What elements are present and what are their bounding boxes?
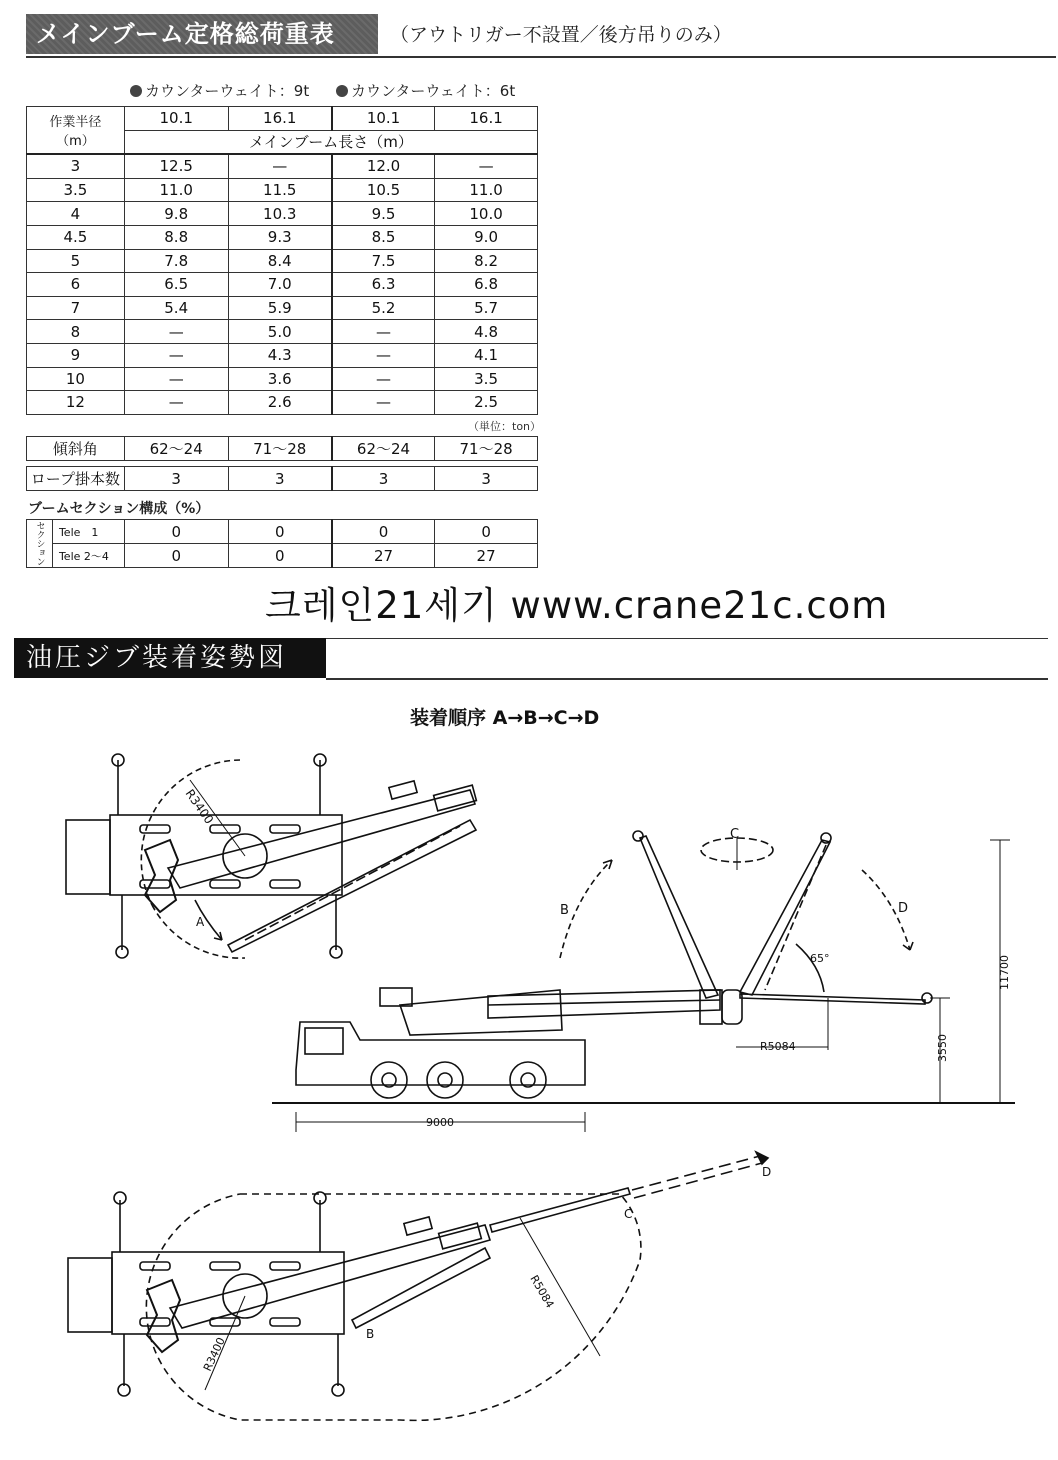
jib-position-b [640, 836, 718, 998]
angle-table [26, 436, 538, 461]
jib-diagrams [0, 730, 1058, 1460]
jib-position-d-bottom [632, 1156, 760, 1190]
label-11700: 11700 [998, 955, 1011, 990]
section2-rule-bottom [326, 678, 1048, 680]
load-value-cell: — [228, 154, 332, 178]
unit-note: （単位：ton） [468, 420, 542, 433]
load-value-cell: 6.8 [435, 273, 538, 297]
load-value-cell: — [124, 391, 228, 415]
rope-value: 3 [332, 467, 435, 491]
load-value-cell: 2.5 [435, 391, 538, 415]
load-value-cell: 11.0 [435, 178, 538, 202]
load-value-cell: 8.8 [124, 225, 228, 249]
load-value-cell: 9.8 [124, 202, 228, 226]
swing-envelope [146, 1194, 641, 1420]
install-sequence: 装着順序 A→B→C→D [410, 707, 600, 729]
load-value-cell: 9.5 [332, 202, 435, 226]
label-r5084-side: R5084 [760, 1040, 796, 1053]
cab-block [66, 820, 110, 894]
load-value-cell: 8.2 [435, 249, 538, 273]
legend-cw6: カウンターウェイト：6t [336, 80, 515, 101]
section-value: 0 [124, 520, 228, 544]
legend-cw9: カウンターウェイト：9t [130, 80, 309, 101]
section-title: メインブーム定格総荷重表 [26, 14, 378, 54]
jib-extended [740, 994, 925, 1004]
load-value-cell: 5.7 [435, 296, 538, 320]
rope-value: 3 [435, 467, 538, 491]
section-value: 27 [435, 544, 538, 568]
section-value: 0 [228, 520, 332, 544]
load-value-cell: — [332, 367, 435, 391]
load-value-cell: 5.2 [332, 296, 435, 320]
table-row [27, 273, 538, 297]
load-value-cell: 5.0 [228, 320, 332, 344]
legend-dot-icon [336, 85, 348, 97]
operator-cab [380, 988, 412, 1006]
label-c-bottom: C [624, 1207, 633, 1221]
angle-label: 傾斜角 [27, 437, 125, 461]
load-value-cell: 4.3 [228, 343, 332, 367]
section-subtitle: （アウトリガー不設置／後方吊りのみ） [390, 24, 732, 46]
load-value-cell: — [435, 154, 538, 178]
radius-cell: 3 [27, 154, 125, 178]
carrier-frame [110, 815, 342, 895]
radius-cell: 7 [27, 296, 125, 320]
label-d: D [898, 901, 909, 916]
section-side-label: セクション [27, 520, 53, 568]
load-value-cell: — [124, 343, 228, 367]
load-value-cell: — [332, 343, 435, 367]
load-value-cell: 12.5 [124, 154, 228, 178]
load-value-cell: 7.8 [124, 249, 228, 273]
load-value-cell: 9.0 [435, 225, 538, 249]
table-row [27, 154, 538, 178]
load-value-cell: 12.0 [332, 154, 435, 178]
wheel-icon [371, 1062, 407, 1098]
load-value-cell: 8.5 [332, 225, 435, 249]
main-boom-bottom [170, 1225, 490, 1328]
angle-value: 62〜24 [124, 437, 228, 461]
table-row [27, 391, 538, 415]
table-row [27, 320, 538, 344]
jib-position-d [740, 840, 830, 995]
load-value-cell: 3.6 [228, 367, 332, 391]
rope-value: 3 [124, 467, 228, 491]
radius-cell: 8 [27, 320, 125, 344]
plan-view-bottom [68, 1152, 768, 1420]
radius-cell: 10 [27, 367, 125, 391]
load-value-cell: — [124, 320, 228, 344]
cab-window [305, 1028, 343, 1054]
label-b: B [560, 903, 569, 918]
section-value: 0 [124, 544, 228, 568]
label-3550: 3550 [936, 1034, 949, 1062]
radius-cell: 5 [27, 249, 125, 273]
radius-cell: 3.5 [27, 178, 125, 202]
main-boom [168, 790, 475, 888]
load-value-cell: 5.4 [124, 296, 228, 320]
rope-label: ロープ掛本数 [27, 467, 125, 491]
label-d-bottom: D [762, 1165, 772, 1179]
cab-block-bottom [68, 1258, 112, 1332]
plan-view-top [66, 754, 476, 958]
rope-value: 3 [228, 467, 332, 491]
watermark-text: 크레인21세기 www.crane21c.com [265, 584, 889, 627]
label-a: A [196, 915, 205, 929]
boom-section-title: ブームセクション構成（%） [28, 501, 210, 517]
boom-length-label: メインブーム長さ（m） [124, 130, 537, 154]
legend-dot-icon [130, 85, 142, 97]
load-table [26, 106, 538, 415]
table-row [27, 343, 538, 367]
load-value-cell: 4.8 [435, 320, 538, 344]
table-row [27, 225, 538, 249]
label-b-bottom: B [366, 1327, 375, 1341]
radius-cell: 9 [27, 343, 125, 367]
load-value-cell: 2.6 [228, 391, 332, 415]
section-value: 0 [435, 520, 538, 544]
load-value-cell: 10.3 [228, 202, 332, 226]
label-angle: 65° [810, 952, 830, 965]
load-value-cell: — [332, 391, 435, 415]
load-value-cell: 7.0 [228, 273, 332, 297]
table-row [27, 296, 538, 320]
boom-length-cell: 10.1 [332, 107, 435, 131]
boom-length-cell: 10.1 [124, 107, 228, 131]
boom-length-cell: 16.1 [435, 107, 538, 131]
label-r3400-bottom: R3400 [200, 1335, 228, 1374]
tele1-label: Tele 1 [52, 520, 124, 544]
label-c: C [730, 827, 740, 842]
label-r3400-top: R3400 [182, 786, 217, 827]
angle-value: 71〜28 [435, 437, 538, 461]
load-value-cell: 11.0 [124, 178, 228, 202]
load-value-cell: 5.9 [228, 296, 332, 320]
section-value: 0 [332, 520, 435, 544]
load-value-cell: 4.1 [435, 343, 538, 367]
wheel-icon [510, 1062, 546, 1098]
load-value-cell: 3.5 [435, 367, 538, 391]
label-9000: 9000 [426, 1116, 454, 1129]
header-rule [26, 56, 1056, 58]
load-value-cell: — [332, 320, 435, 344]
wheel-icon [427, 1062, 463, 1098]
radius-cell: 6 [27, 273, 125, 297]
radius-cell: 4 [27, 202, 125, 226]
load-value-cell: — [124, 367, 228, 391]
load-value-cell: 7.5 [332, 249, 435, 273]
angle-value: 71〜28 [228, 437, 332, 461]
section-value: 27 [332, 544, 435, 568]
radius-cell: 4.5 [27, 225, 125, 249]
load-value-cell: 6.5 [124, 273, 228, 297]
load-value-cell: 9.3 [228, 225, 332, 249]
radius-cell: 12 [27, 391, 125, 415]
angle-value: 62〜24 [332, 437, 435, 461]
table-row [27, 178, 538, 202]
table-row [27, 249, 538, 273]
table-row [27, 202, 538, 226]
section-value: 0 [228, 544, 332, 568]
load-value-cell: 10.0 [435, 202, 538, 226]
load-value-cell: 11.5 [228, 178, 332, 202]
tele2-label: Tele 2〜4 [52, 544, 124, 568]
boom-length-cell: 16.1 [228, 107, 332, 131]
load-value-cell: 6.3 [332, 273, 435, 297]
boom-section-table [26, 519, 538, 568]
rope-table [26, 466, 538, 491]
label-r5084-bottom: R5084 [527, 1273, 557, 1311]
section2-title: 油圧ジブ装着姿勢図 [14, 638, 326, 678]
load-value-cell: 10.5 [332, 178, 435, 202]
table-row [27, 367, 538, 391]
radius-header: 作業半径 （m） [27, 107, 125, 155]
load-value-cell: 8.4 [228, 249, 332, 273]
